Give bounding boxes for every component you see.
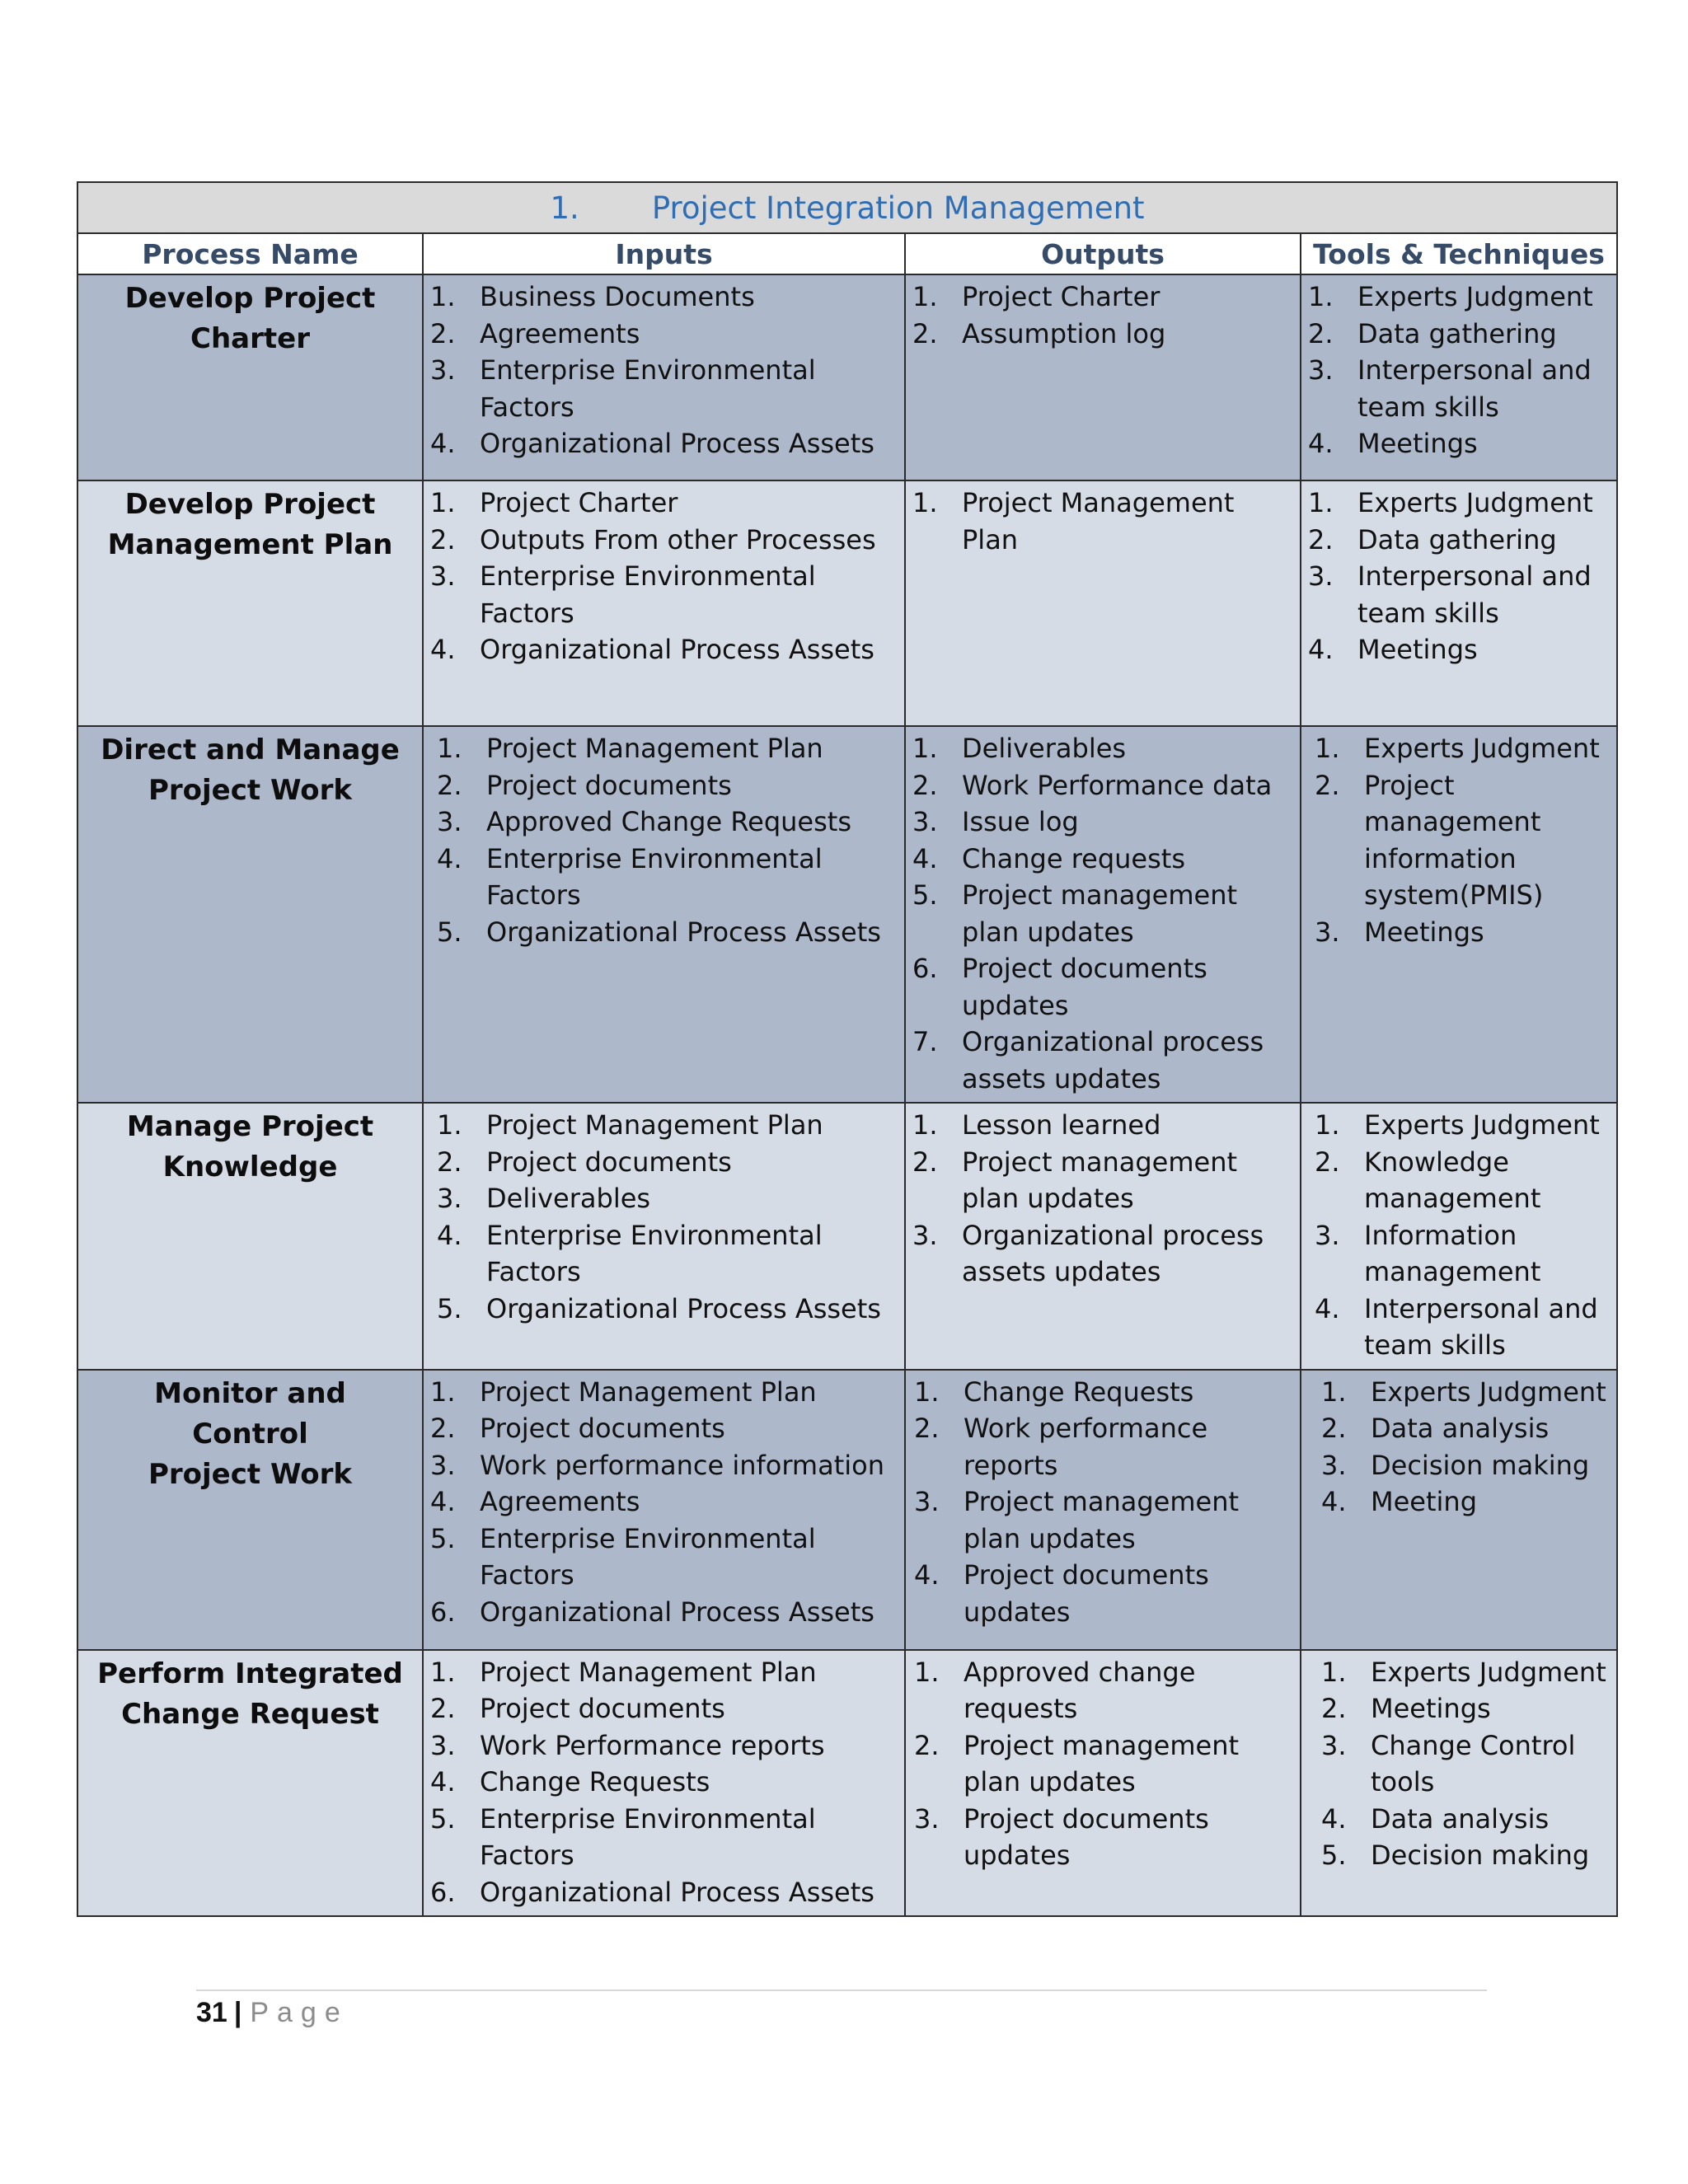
list-item-text: Project documents updates xyxy=(964,1559,1209,1628)
list-item-number: 2. xyxy=(430,317,456,349)
list-item-text: Experts Judgment xyxy=(1371,1376,1606,1408)
inputs-list xyxy=(424,1651,904,1916)
list-item-number: 3. xyxy=(430,1449,456,1481)
list-item-number: 2. xyxy=(1308,523,1334,555)
list-item xyxy=(1315,1217,1608,1291)
list-item-text: Meetings xyxy=(1371,1693,1491,1724)
list-item-number: 6. xyxy=(430,1876,456,1908)
list-item-number: 5. xyxy=(437,1292,462,1324)
list-item xyxy=(914,1727,1292,1801)
list-item-number: 3. xyxy=(1308,354,1334,386)
list-item-text: Interpersonal and team skills xyxy=(1357,354,1592,423)
list-item-number: 2. xyxy=(912,1146,938,1178)
header-tools: Tools & Techniques xyxy=(1301,233,1617,274)
list-item xyxy=(1321,1374,1608,1411)
list-item-text: Experts Judgment xyxy=(1364,1109,1600,1141)
list-item xyxy=(437,804,896,841)
list-item xyxy=(914,1801,1292,1874)
list-item-number: 2. xyxy=(912,317,938,349)
list-item-text: Project management plan updates xyxy=(962,1146,1238,1214)
list-item xyxy=(912,950,1292,1024)
list-item-text: Project documents xyxy=(480,1693,725,1724)
process-name-cell xyxy=(77,1370,423,1650)
list-item xyxy=(1315,767,1608,914)
process-name-line: Project Work xyxy=(148,774,353,807)
list-item-number: 1. xyxy=(430,281,456,312)
list-item-number: 1. xyxy=(1308,281,1334,312)
list-item-number: 1. xyxy=(914,1656,940,1688)
list-item-number: 3. xyxy=(430,354,456,386)
tools-cell xyxy=(1301,274,1617,480)
list-item-number: 2. xyxy=(430,1693,456,1724)
list-item-text: Work Performance reports xyxy=(480,1729,825,1761)
list-item xyxy=(430,485,896,522)
outputs-list xyxy=(906,1104,1300,1296)
list-item-text: Organizational process assets updates xyxy=(962,1026,1264,1094)
list-item-number: 1. xyxy=(1321,1376,1347,1408)
list-item xyxy=(437,1144,896,1181)
list-item-text: Work Performance data xyxy=(962,769,1273,801)
inputs-cell xyxy=(423,1650,905,1917)
table-title-text: Project Integration Management xyxy=(651,190,1145,226)
list-item-number: 1. xyxy=(430,1376,456,1408)
list-item xyxy=(430,1654,896,1691)
tools-list xyxy=(1301,275,1616,467)
list-item xyxy=(430,1521,896,1594)
header-inputs: Inputs xyxy=(423,233,905,274)
list-item-text: Meeting xyxy=(1371,1486,1478,1517)
process-name-line: Knowledge xyxy=(162,1151,338,1183)
table-row xyxy=(77,1650,1617,1917)
process-name-line: Management Plan xyxy=(107,528,393,561)
page-label: Page xyxy=(250,1997,349,2028)
table-row xyxy=(77,274,1617,480)
list-item-text: Organizational process assets updates xyxy=(962,1219,1264,1287)
inputs-cell xyxy=(423,1103,905,1370)
inputs-list xyxy=(424,1371,904,1636)
list-item xyxy=(912,1107,1292,1144)
list-item xyxy=(430,522,896,559)
list-item-number: 4. xyxy=(1315,1292,1340,1324)
list-item-number: 7. xyxy=(912,1026,938,1057)
process-name-line: Change Request xyxy=(121,1697,379,1731)
list-item xyxy=(912,877,1292,950)
tools-list xyxy=(1301,1371,1616,1526)
process-name-line: Manage Project xyxy=(126,1110,374,1143)
list-item-text: Data analysis xyxy=(1371,1802,1550,1835)
list-item-text: Enterprise Environmental Factors xyxy=(480,1522,816,1591)
list-item-number: 4. xyxy=(1321,1486,1347,1517)
outputs-list xyxy=(906,1651,1300,1879)
list-item xyxy=(1321,1837,1608,1874)
list-item-number: 2. xyxy=(1315,769,1340,801)
inputs-list xyxy=(424,727,904,955)
list-item-number: 3. xyxy=(1321,1449,1347,1481)
list-item-text: Enterprise Environmental Factors xyxy=(480,1802,816,1871)
list-item xyxy=(1308,631,1608,668)
list-item xyxy=(912,279,1292,316)
list-item-text: Approved change requests xyxy=(964,1656,1196,1724)
footer-divider xyxy=(196,1990,1487,1991)
process-name-line: Charter xyxy=(190,322,310,355)
list-item-text: Deliverables xyxy=(486,1183,651,1214)
list-item-number: 3. xyxy=(430,560,456,592)
list-item-text: Enterprise Environmental Factors xyxy=(486,1219,823,1287)
list-item xyxy=(430,279,896,316)
list-item-number: 1. xyxy=(430,487,456,518)
list-item-number: 3. xyxy=(1321,1729,1347,1761)
header-process-name: Process Name xyxy=(77,233,423,274)
list-item-number: 1. xyxy=(437,733,462,764)
table-body xyxy=(77,274,1617,1916)
outputs-cell xyxy=(905,480,1301,726)
list-item-text: Interpersonal and team skills xyxy=(1364,1292,1598,1361)
list-item xyxy=(437,914,896,951)
list-item xyxy=(1321,1727,1608,1801)
list-item xyxy=(1321,1654,1608,1691)
list-item xyxy=(437,730,896,767)
list-item-text: Work performance information xyxy=(480,1449,884,1481)
list-item-text: Experts Judgment xyxy=(1364,733,1600,764)
list-item xyxy=(1315,1107,1608,1144)
list-item-number: 3. xyxy=(437,1183,462,1214)
list-item-number: 4. xyxy=(430,1766,456,1797)
list-item-text: Organizational Process Assets xyxy=(480,428,874,459)
list-item xyxy=(430,1410,896,1447)
list-item xyxy=(1308,316,1608,353)
list-item xyxy=(1321,1483,1608,1521)
process-name-line: Direct and Manage xyxy=(101,733,400,766)
list-item-text: Data analysis xyxy=(1371,1413,1550,1444)
list-item xyxy=(1315,730,1608,767)
list-item-text: Issue log xyxy=(962,806,1079,837)
list-item-text: Organizational Process Assets xyxy=(480,634,874,665)
list-item-text: Change Requests xyxy=(964,1376,1194,1408)
list-item-number: 5. xyxy=(912,879,938,911)
list-item-number: 5. xyxy=(437,916,462,948)
outputs-list xyxy=(906,1371,1300,1636)
outputs-cell xyxy=(905,726,1301,1103)
list-item-text: Project documents updates xyxy=(962,953,1207,1021)
list-item-text: Change Requests xyxy=(480,1766,710,1797)
list-item xyxy=(1315,914,1608,951)
list-item-text: Work performance reports xyxy=(964,1413,1208,1481)
list-item-text: Enterprise Environmental Factors xyxy=(480,354,816,423)
list-item-text: Meetings xyxy=(1357,428,1478,459)
list-item-number: 6. xyxy=(912,953,938,984)
list-item-number: 2. xyxy=(1308,317,1334,349)
list-item xyxy=(914,1654,1292,1727)
list-item-number: 2. xyxy=(914,1729,940,1761)
list-item-text: Agreements xyxy=(480,317,640,349)
list-item xyxy=(430,1690,896,1727)
list-item-number: 1. xyxy=(1315,1109,1340,1141)
list-item-text: Project Management Plan xyxy=(480,1656,817,1688)
list-item xyxy=(912,804,1292,841)
list-item xyxy=(912,1144,1292,1217)
table-row xyxy=(77,726,1617,1103)
list-item-text: Interpersonal and team skills xyxy=(1357,560,1592,629)
process-name-cell xyxy=(77,1650,423,1917)
process-name-line: Project Work xyxy=(148,1457,353,1491)
list-item-text: Information management xyxy=(1364,1219,1541,1287)
list-item-text: Decision making xyxy=(1371,1449,1590,1481)
list-item-text: Organizational Process Assets xyxy=(480,1596,874,1628)
table-header-row xyxy=(77,233,1617,274)
process-name-line: Monitor and Control xyxy=(154,1376,346,1451)
footer-separator: | xyxy=(233,1997,242,2028)
list-item xyxy=(912,316,1292,353)
list-item xyxy=(1308,352,1608,425)
list-item xyxy=(437,841,896,914)
list-item-number: 4. xyxy=(912,842,938,874)
list-item xyxy=(1315,1291,1608,1364)
list-item-text: Change Control tools xyxy=(1371,1729,1576,1797)
outputs-list xyxy=(906,275,1300,357)
list-item-number: 4. xyxy=(1308,634,1334,665)
list-item xyxy=(912,730,1292,767)
list-item xyxy=(1321,1410,1608,1447)
tools-list xyxy=(1301,727,1616,955)
inputs-list xyxy=(424,481,904,673)
process-name-cell xyxy=(77,1103,423,1370)
list-item-number: 2. xyxy=(1321,1413,1347,1444)
list-item xyxy=(437,1107,896,1144)
list-item-number: 5. xyxy=(430,1802,456,1835)
list-item xyxy=(1308,558,1608,631)
list-item-text: Experts Judgment xyxy=(1357,281,1593,312)
list-item-text: Data gathering xyxy=(1357,317,1557,349)
list-item xyxy=(430,352,896,425)
list-item xyxy=(430,1374,896,1411)
list-item-number: 2. xyxy=(430,523,456,555)
inputs-list xyxy=(424,275,904,467)
list-item-number: 5. xyxy=(1321,1840,1347,1871)
list-item xyxy=(437,767,896,804)
list-item-number: 4. xyxy=(437,1219,462,1251)
list-item-number: 4. xyxy=(430,1486,456,1517)
process-table xyxy=(77,181,1618,1917)
page-footer xyxy=(196,1994,349,2031)
list-item-number: 1. xyxy=(430,1656,456,1688)
table-title-row xyxy=(77,182,1617,233)
list-item-text: Project Charter xyxy=(480,487,678,518)
list-item-number: 1. xyxy=(912,487,938,518)
list-item-number: 1. xyxy=(1308,487,1334,518)
list-item xyxy=(912,1024,1292,1097)
tools-cell xyxy=(1301,1103,1617,1370)
list-item xyxy=(430,1447,896,1484)
list-item xyxy=(430,1764,896,1801)
list-item-text: Project Management Plan xyxy=(962,487,1235,555)
list-item xyxy=(1308,425,1608,462)
list-item-text: Organizational Process Assets xyxy=(480,1876,874,1908)
list-item xyxy=(914,1483,1292,1557)
list-item-text: Project documents xyxy=(486,1146,732,1178)
list-item-text: Project documents updates xyxy=(964,1802,1209,1871)
list-item-text: Project Management Plan xyxy=(486,1109,823,1141)
list-item-number: 4. xyxy=(914,1559,940,1591)
table-title xyxy=(77,182,1617,233)
list-item-number: 2. xyxy=(437,769,462,801)
list-item-text: Experts Judgment xyxy=(1357,487,1593,518)
inputs-cell xyxy=(423,726,905,1103)
list-item-text: Project management plan updates xyxy=(962,879,1238,948)
process-name-cell xyxy=(77,274,423,480)
list-item-text: Assumption log xyxy=(962,317,1166,349)
list-item-number: 2. xyxy=(1315,1146,1340,1178)
list-item xyxy=(914,1410,1292,1483)
process-name-line: Perform Integrated xyxy=(97,1657,403,1690)
list-item xyxy=(1321,1801,1608,1838)
list-item xyxy=(437,1180,896,1217)
list-item-text: Change requests xyxy=(962,842,1185,874)
list-item-number: 2. xyxy=(430,1413,456,1444)
list-item-text: Organizational Process Assets xyxy=(486,1292,881,1324)
list-item-text: Project Charter xyxy=(962,281,1160,312)
list-item xyxy=(1321,1690,1608,1727)
list-item-number: 3. xyxy=(1308,560,1334,592)
table-row xyxy=(77,1370,1617,1650)
list-item-text: Agreements xyxy=(480,1486,640,1517)
list-item-number: 2. xyxy=(437,1146,462,1178)
list-item xyxy=(912,767,1292,804)
list-item-number: 3. xyxy=(437,806,462,837)
process-name-cell xyxy=(77,480,423,726)
list-item-number: 2. xyxy=(1321,1693,1347,1724)
list-item-number: 4. xyxy=(430,634,456,665)
tools-cell xyxy=(1301,726,1617,1103)
list-item-text: Lesson learned xyxy=(962,1109,1161,1141)
list-item-number: 2. xyxy=(912,769,938,801)
outputs-cell xyxy=(905,1650,1301,1917)
tools-list xyxy=(1301,1651,1616,1879)
list-item xyxy=(1321,1447,1608,1484)
process-name-line: Develop Project xyxy=(124,282,376,315)
list-item-text: Knowledge management xyxy=(1364,1146,1541,1214)
list-item xyxy=(437,1217,896,1291)
list-item-text: Project documents xyxy=(480,1413,725,1444)
list-item-text: Project documents xyxy=(486,769,732,801)
list-item-number: 1. xyxy=(1315,733,1340,764)
table-row xyxy=(77,480,1617,726)
tools-list xyxy=(1301,1104,1616,1369)
list-item-number: 1. xyxy=(437,1109,462,1141)
list-item-number: 1. xyxy=(914,1376,940,1408)
list-item xyxy=(1308,522,1608,559)
tools-list xyxy=(1301,481,1616,673)
list-item-text: Meetings xyxy=(1364,916,1484,948)
outputs-list xyxy=(906,727,1300,1102)
list-item-number: 4. xyxy=(437,842,462,874)
tools-cell xyxy=(1301,1650,1617,1917)
list-item-number: 1. xyxy=(912,281,938,312)
list-item-number: 3. xyxy=(912,1219,938,1251)
list-item-text: Deliverables xyxy=(962,733,1127,764)
list-item-text: Enterprise Environmental Factors xyxy=(486,842,823,911)
list-item xyxy=(912,841,1292,878)
list-item xyxy=(430,425,896,462)
list-item-number: 3. xyxy=(914,1802,940,1835)
outputs-cell xyxy=(905,274,1301,480)
list-item-text: Approved Change Requests xyxy=(486,806,851,837)
list-item-text: Experts Judgment xyxy=(1371,1656,1606,1688)
list-item-number: 1. xyxy=(912,1109,938,1141)
list-item-number: 4. xyxy=(1308,428,1334,459)
list-item xyxy=(914,1374,1292,1411)
list-item xyxy=(1308,279,1608,316)
process-name-cell xyxy=(77,726,423,1103)
list-item-text: Data gathering xyxy=(1357,523,1557,555)
list-item-number: 3. xyxy=(1315,916,1340,948)
inputs-cell xyxy=(423,274,905,480)
list-item-text: Organizational Process Assets xyxy=(486,916,881,948)
list-item-text: Project Management Plan xyxy=(486,733,823,764)
list-item xyxy=(1308,485,1608,522)
header-outputs: Outputs xyxy=(905,233,1301,274)
list-item xyxy=(430,1801,896,1874)
inputs-cell xyxy=(423,1370,905,1650)
list-item-text: Meetings xyxy=(1357,634,1478,665)
list-item xyxy=(912,485,1292,558)
list-item xyxy=(430,558,896,631)
list-item-text: Project management plan updates xyxy=(964,1486,1240,1554)
list-item xyxy=(430,1727,896,1765)
list-item-number: 4. xyxy=(1321,1802,1347,1835)
tools-cell xyxy=(1301,480,1617,726)
list-item-number: 3. xyxy=(912,806,938,837)
list-item xyxy=(430,316,896,353)
list-item-number: 4. xyxy=(430,428,456,459)
list-item-number: 2. xyxy=(914,1413,940,1444)
list-item xyxy=(430,1483,896,1521)
list-item-text: Decision making xyxy=(1371,1840,1590,1871)
list-item-text: Business Documents xyxy=(480,281,755,312)
process-name-line: Develop Project xyxy=(124,488,376,521)
list-item-text: Project management information system(PMIS) xyxy=(1364,769,1544,911)
page-number: 31 xyxy=(196,1997,227,2028)
list-item xyxy=(1315,1144,1608,1217)
list-item xyxy=(430,1874,896,1911)
outputs-cell xyxy=(905,1370,1301,1650)
inputs-list xyxy=(424,1104,904,1332)
outputs-cell xyxy=(905,1103,1301,1370)
tools-cell xyxy=(1301,1370,1617,1650)
list-item-number: 1. xyxy=(1321,1656,1347,1688)
list-item-text: Enterprise Environmental Factors xyxy=(480,560,816,629)
list-item xyxy=(430,631,896,668)
list-item xyxy=(430,1594,896,1631)
list-item-number: 1. xyxy=(912,733,938,764)
list-item-number: 3. xyxy=(1315,1219,1340,1251)
outputs-list xyxy=(906,481,1300,563)
list-item-number: 3. xyxy=(914,1486,940,1517)
list-item xyxy=(912,1217,1292,1291)
inputs-cell xyxy=(423,480,905,726)
list-item-number: 3. xyxy=(430,1729,456,1761)
list-item-number: 5. xyxy=(430,1522,456,1554)
list-item-text: Project management plan updates xyxy=(964,1729,1240,1797)
list-item xyxy=(437,1291,896,1328)
list-item-text: Project Management Plan xyxy=(480,1376,817,1408)
table-title-number: 1. xyxy=(550,190,579,226)
list-item-number: 6. xyxy=(430,1596,456,1628)
table-row xyxy=(77,1103,1617,1370)
list-item xyxy=(914,1557,1292,1630)
list-item-text: Outputs From other Processes xyxy=(480,523,876,555)
